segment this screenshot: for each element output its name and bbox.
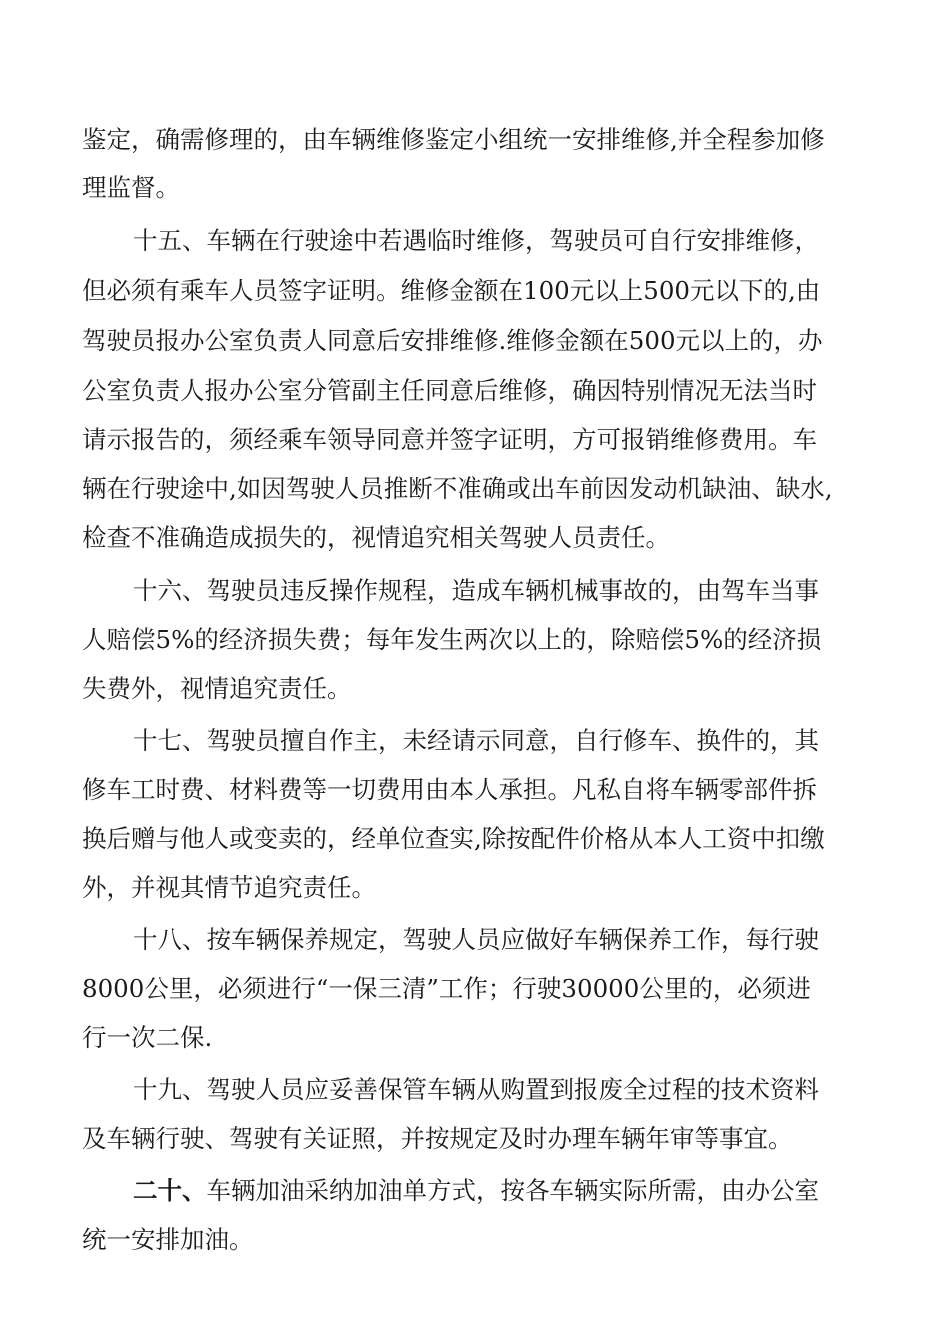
clause-20-line-2: 统一安排加油。 xyxy=(82,1225,254,1254)
text-line-1: 鉴定，确需修理的，由车辆维修鉴定小组统一安排维修,并全程参加修 xyxy=(82,125,825,154)
clause-17-line-2: 修车工时费、材料费等一切费用由本人承担。凡私自将车辆零部件拆 xyxy=(82,775,817,804)
clause-18-line-3: 行一次二保. xyxy=(82,1023,213,1052)
clause-15-line-3: 驾驶员报办公室负责人同意后安排维修.维修金额在500元以上的，办 xyxy=(82,326,823,355)
clause-19-line-1: 十九、驾驶人员应妥善保管车辆从购置到报废全过程的技术资料 xyxy=(133,1075,819,1104)
text-line-2: 理监督。 xyxy=(82,173,180,202)
clause-18-line-2: 8000公里，必须进行“一保三清”工作；行驶30000公里的，必须进 xyxy=(82,974,811,1003)
clause-15-line-7: 检查不准确造成损失的，视情追究相关驾驶人员责任。 xyxy=(82,523,670,552)
clause-15-line-6: 辆在行驶途中,如因驾驶人员推断不准确或出车前因发动机缺油、缺水, xyxy=(82,474,833,503)
clause-19-line-2: 及车辆行驶、驾驶有关证照，并按规定及时办理车辆年审等事宜。 xyxy=(82,1124,793,1153)
clause-16-line-3: 失费外，视情追究责任。 xyxy=(82,674,352,703)
clause-20-line-1 xyxy=(133,1171,950,1211)
clause-18-line-1: 十八、按车辆保养规定，驾驶人员应做好车辆保养工作，每行驶 xyxy=(133,925,819,954)
clause-15-line-5: 请示报告的，须经乘车领导同意并签字证明，方可报销维修费用。车 xyxy=(82,425,817,454)
clause-16-line-1: 十六、驾驶员违反操作规程，造成车辆机械事故的，由驾车当事 xyxy=(133,576,819,605)
clause-17-line-4: 外，并视其情节追究责任。 xyxy=(82,873,376,902)
clause-17-line-3: 换后赠与他人或变卖的，经单位查实,除按配件价格从本人工资中扣缴 xyxy=(82,824,825,853)
clause-15-line-2: 但必须有乘车人员签字证明。维修金额在100元以上500元以下的,由 xyxy=(82,276,821,305)
clause-16-line-2: 人赔偿5%的经济损失费；每年发生两次以上的，除赔偿5%的经济损 xyxy=(82,625,822,654)
clause-15-line-4: 公室负责人报办公室分管副主任同意后维修，确因特别情况无法当时 xyxy=(82,376,817,405)
clause-15-line-1: 十五、车辆在行驶途中若遇临时维修，驾驶员可自行安排维修， xyxy=(133,226,819,255)
clause-17-line-1: 十七、驾驶员擅自作主，未经请示同意，自行修车、换件的，其 xyxy=(133,726,819,755)
clause-20-heading: 二十、 xyxy=(133,1176,207,1205)
clause-20-line-1-text: 车辆加油采纳加油单方式，按各车辆实际所需，由办公室 xyxy=(206,1176,819,1205)
